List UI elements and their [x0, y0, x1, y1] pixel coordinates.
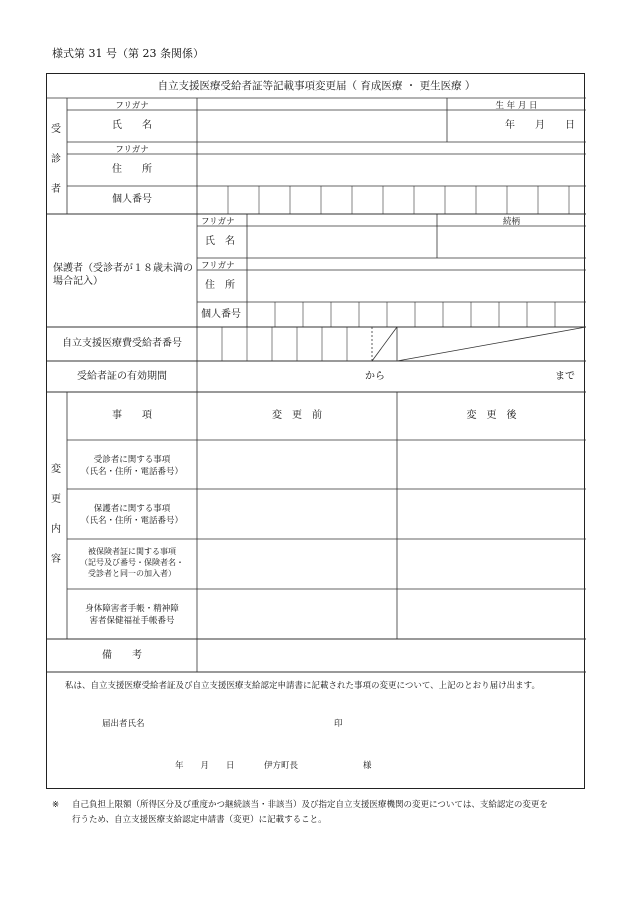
applicant-label: 届出者氏名	[102, 719, 145, 729]
applicant-name-field[interactable]	[157, 714, 327, 730]
guardian-address-field[interactable]	[248, 271, 585, 301]
patient-name-label: 氏 名	[112, 120, 152, 131]
guardian-furigana-field[interactable]	[248, 215, 436, 225]
patient-furigana-label: フリガナ	[115, 101, 149, 111]
patient-dob-label: 生 年 月 日	[495, 101, 538, 111]
change-row-patient-line2: （氏名・住所・電話番号）	[80, 467, 183, 477]
patient-section-label-2: 診	[51, 154, 61, 165]
change-row-guardian-line1: 保護者に関する事項	[93, 504, 171, 514]
footnote-line2: 行うため、自立支援医療支給認定申請書（変更）に記載すること。	[72, 815, 327, 825]
footnote-line1: 自己負担上限額（所得区分及び重度かつ継続該当・非該当）及び指定自立支援医療機関の変更については、支給認定の変更を	[72, 800, 548, 810]
form-number: 様式第 31 号（第 23 条関係）	[52, 47, 204, 60]
guardian-address-furigana-field[interactable]	[248, 259, 585, 269]
validity-field[interactable]	[198, 362, 585, 391]
change-after-handbook[interactable]	[398, 590, 585, 638]
guardian-my-number-field[interactable]	[248, 303, 585, 326]
patient-section-label-1: 受	[51, 124, 61, 135]
change-row-insurance-line2: （記号及び番号・保険者名・	[80, 558, 184, 567]
guardian-relation-field[interactable]	[438, 227, 585, 257]
validity-label: 受給者証の有効期間	[77, 371, 167, 382]
recipient-number-label: 自立支援医療費受給者番号	[62, 338, 182, 349]
change-row-patient-line1: 受診者に関する事項	[93, 455, 171, 465]
submission-date[interactable]: 年 月 日	[175, 761, 235, 771]
honorific-label: 様	[363, 761, 372, 771]
seal-mark: 印	[334, 719, 343, 729]
patient-dob-field[interactable]: 年 月 日	[505, 120, 575, 131]
change-before-handbook[interactable]	[198, 590, 396, 638]
mayor-label: 伊方町長	[264, 761, 299, 771]
change-row-handbook-line1: 身体障害者手帳・精神障	[85, 604, 179, 614]
footnote-mark: ※	[52, 800, 60, 810]
declaration-text: 私は、自立支援医療受給者証及び自立支援医療支給認定申請書に記載された事項の変更について、上記のとおり届け出ます。	[65, 681, 540, 691]
guardian-my-number-label: 個人番号	[201, 309, 241, 320]
validity-until: まで	[555, 371, 575, 382]
patient-address-furigana-field[interactable]	[198, 143, 585, 153]
change-notification-form	[46, 73, 585, 789]
change-after-guardian[interactable]	[398, 490, 585, 538]
change-row-insurance-line3: 受診者と同一の加入者）	[88, 569, 176, 578]
patient-furigana-field[interactable]	[198, 99, 446, 109]
guardian-name-field[interactable]	[248, 227, 436, 257]
patient-my-number-field[interactable]	[198, 187, 585, 213]
changes-section-label-2: 更	[51, 494, 61, 505]
change-after-insurance[interactable]	[398, 540, 585, 588]
patient-furigana2-label: フリガナ	[115, 145, 149, 155]
guardian-section-label: 保護者（受診者が１８歳未満の場合記入）	[53, 263, 193, 287]
validity-from: から	[365, 371, 385, 382]
changes-col-before: 変 更 前	[272, 410, 322, 421]
change-after-patient[interactable]	[398, 441, 585, 488]
patient-address-label: 住 所	[112, 164, 152, 175]
change-before-patient[interactable]	[198, 441, 396, 488]
remarks-label: 備 考	[102, 650, 142, 661]
patient-my-number-label: 個人番号	[112, 194, 152, 205]
changes-section-label-1: 変	[51, 464, 61, 475]
patient-address-field[interactable]	[198, 155, 585, 185]
changes-col-item: 事 項	[112, 410, 152, 421]
guardian-address-label: 住 所	[205, 280, 235, 291]
patient-name-field[interactable]	[198, 111, 446, 141]
change-before-insurance[interactable]	[198, 540, 396, 588]
patient-section-label-3: 者	[51, 184, 61, 195]
guardian-furigana2-label: フリガナ	[201, 261, 235, 271]
remarks-field[interactable]	[198, 640, 585, 671]
guardian-relation-label: 続柄	[502, 217, 520, 227]
changes-section-label-4: 容	[51, 554, 61, 565]
guardian-name-label: 氏 名	[205, 236, 235, 247]
change-row-insurance-line1: 被保険者証に関する事項	[88, 547, 176, 556]
change-row-guardian-line2: （氏名・住所・電話番号）	[80, 516, 183, 526]
change-row-handbook-line2: 害者保健福祉手帳番号	[89, 616, 175, 626]
changes-section-label-3: 内	[51, 524, 61, 535]
guardian-furigana-label: フリガナ	[201, 217, 235, 227]
form-title: 自立支援医療受給者証等記載事項変更届（ 育成医療 ・ 更生医療 ）	[157, 80, 476, 92]
recipient-number-field[interactable]	[198, 328, 585, 360]
changes-col-after: 変 更 後	[466, 410, 517, 421]
change-before-guardian[interactable]	[198, 490, 396, 538]
